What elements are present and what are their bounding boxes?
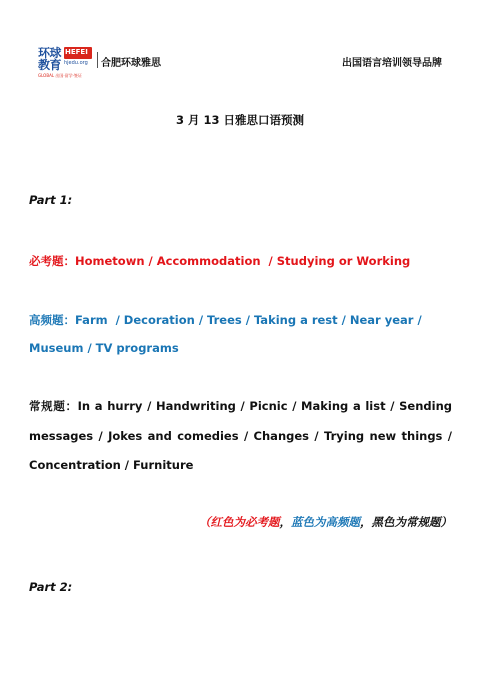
legend-regular: 黑色为常规题 [371, 515, 441, 529]
regular-topics-text: In a hurry / Handwriting / Picnic / Making a list / Sending messages / Jokes and comedies / Changes / Trying new things / Concentration / Furniture [29, 399, 452, 472]
logo-website: hjedu.org [64, 60, 88, 66]
required-prefix: 必考题： [29, 254, 75, 268]
regular-topics [29, 392, 452, 481]
logo-badge-text: HEFEI [65, 48, 88, 56]
document-title: 3 月 13 日雅思口语预测 [175, 113, 304, 127]
page-header [0, 0, 480, 80]
legend-comma-2: ， [360, 515, 372, 529]
logo-line-2: 教育 [38, 58, 62, 72]
logo-hefei-badge [64, 47, 92, 59]
color-legend [199, 514, 452, 530]
frequent-prefix: 高频题： [29, 313, 75, 327]
frequent-topics-line-1 [29, 312, 422, 328]
frequent-topics-line-2: Museum / TV programs [29, 341, 179, 355]
regular-prefix: 常规题： [29, 399, 78, 413]
brand-slogan: 出国语言培训领导品牌 [342, 58, 442, 69]
header-divider [97, 52, 98, 68]
logo-wordmark [38, 47, 61, 71]
logo-tagline: GLOBAL 出国·留学·签证 [38, 73, 82, 78]
legend-comma-1: ， [279, 515, 291, 529]
legend-open: （ [199, 515, 211, 529]
required-topics-line [29, 253, 410, 269]
legend-frequent: 蓝色为高频题 [291, 515, 360, 529]
logo-line-1: 环球 [38, 46, 62, 60]
part1-label: Part 1: [29, 193, 73, 207]
legend-required: 红色为必考题 [210, 515, 280, 529]
brand-name: 合肥环球雅思 [101, 58, 161, 69]
legend-close: ） [440, 515, 452, 529]
part2-label: Part 2: [29, 580, 73, 594]
global-education-logo [38, 46, 94, 78]
required-topics: Hometown / Accommodation / Studying or Working [75, 254, 411, 268]
frequent-topics-1: Farm / Decoration / Trees / Taking a rest / Near year / [75, 313, 422, 327]
